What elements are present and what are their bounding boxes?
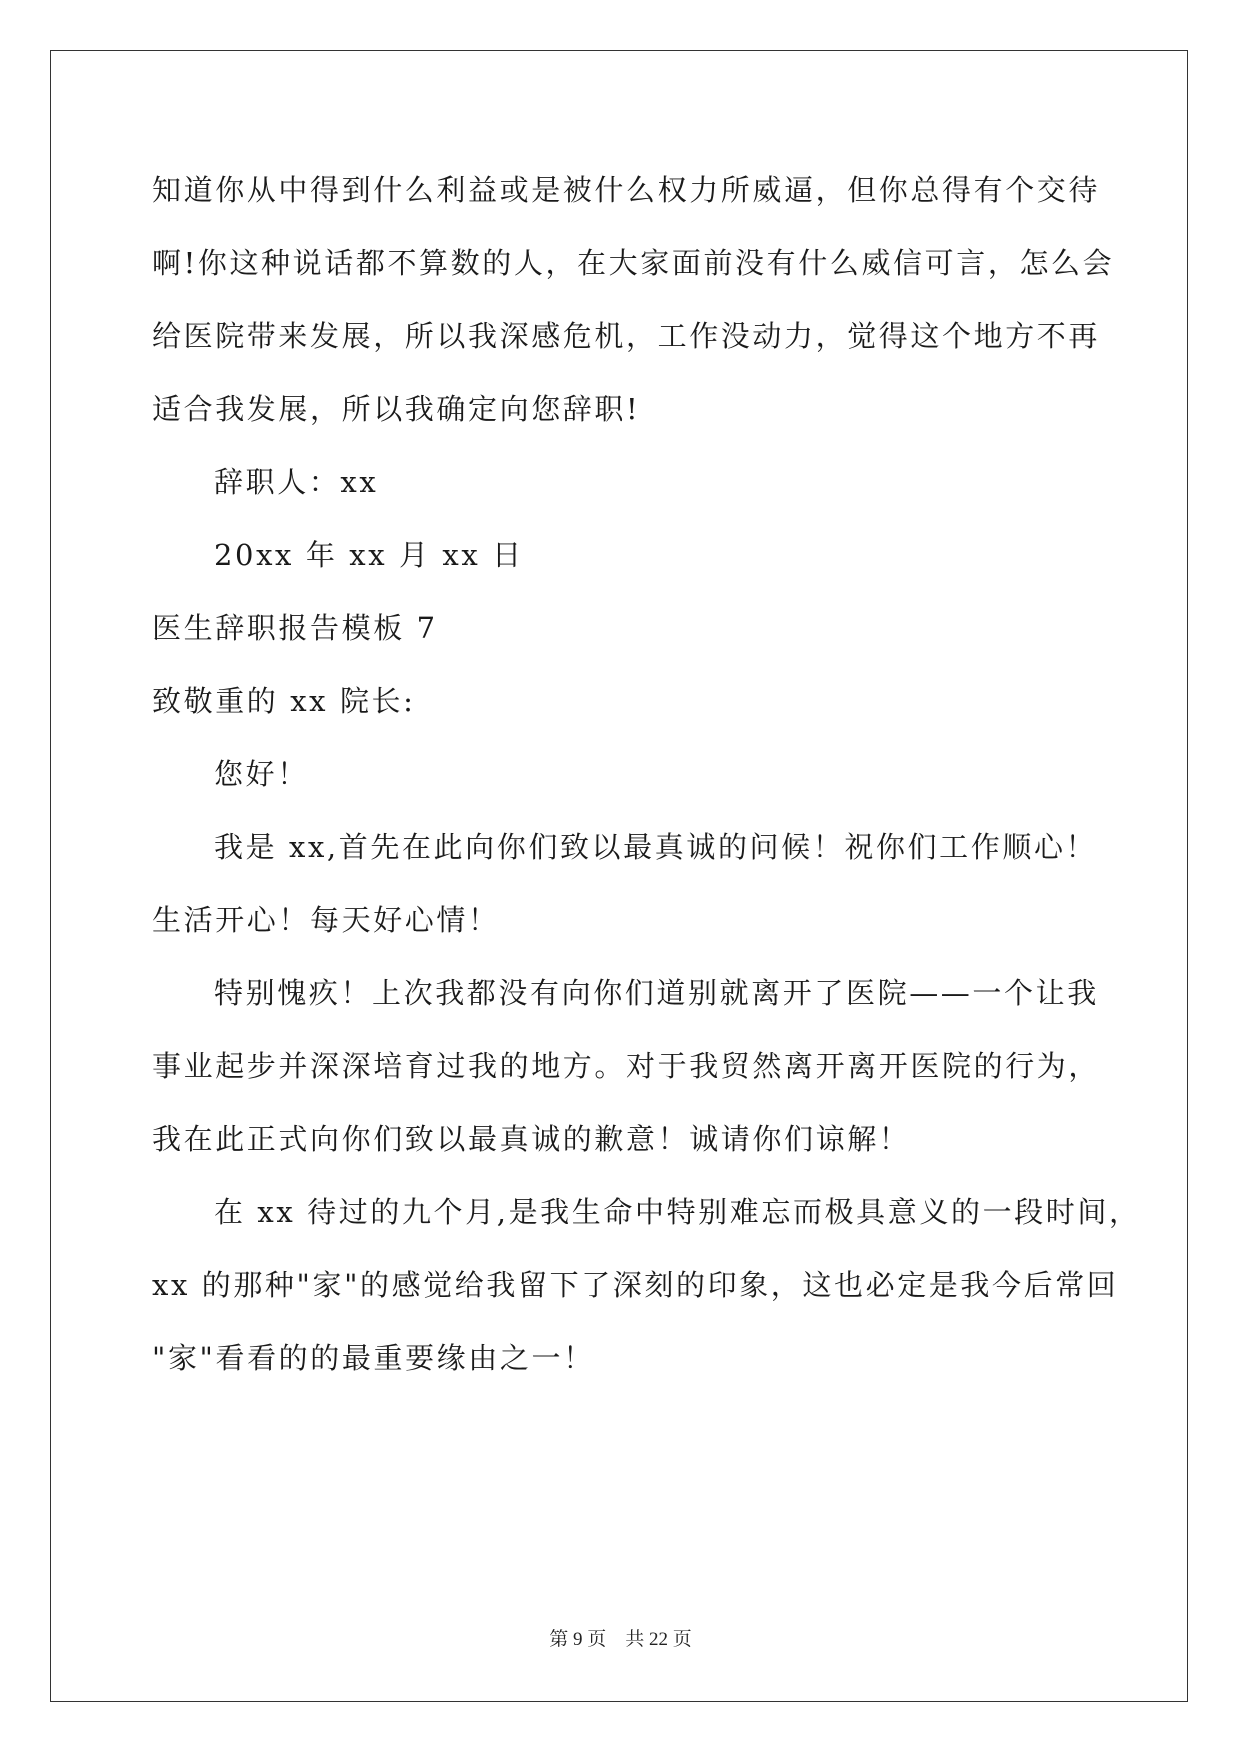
- body-text-line-5: 我是 xx,首先在此向你们致以最真诚的问候！祝你们工作顺心！: [214, 830, 1098, 864]
- body-text-line-8: 事业起步并深深培育过我的地方。对于我贸然离开离开医院的行为，: [152, 1049, 1101, 1083]
- greeting: 您好！: [214, 757, 309, 791]
- body-text-line-9: 我在此正式向你们致以最真诚的歉意！诚请你们谅解！: [152, 1122, 911, 1156]
- body-text-line-6: 生活开心！每天好心情！: [152, 903, 500, 937]
- body-text-line-3: 给医院带来发展，所以我深感危机，工作没动力，觉得这个地方不再: [152, 319, 1101, 353]
- salutation: 致敬重的 xx 院长:: [152, 684, 416, 718]
- page-number-footer: 第 9 页 共 22 页: [549, 1629, 692, 1650]
- date-line: 20xx 年 xx 月 xx 日: [214, 538, 524, 572]
- body-text-line-7: 特别愧疚！上次我都没有向你们道别就离开了医院——一个让我: [214, 976, 1099, 1010]
- body-text-line-10: 在 xx 待过的九个月,是我生命中特别难忘而极具意义的一段时间，: [214, 1195, 1141, 1229]
- page-border: [50, 50, 1188, 1702]
- body-text-line-1: 知道你从中得到什么利益或是被什么权力所威逼，但你总得有个交待: [152, 173, 1101, 207]
- body-text-line-11: xx 的那种"家"的感觉给我留下了深刻的印象，这也必定是我今后常回: [152, 1268, 1119, 1302]
- section-title: 医生辞职报告模板 7: [152, 611, 438, 645]
- body-text-line-4: 适合我发展，所以我确定向您辞职!: [152, 392, 641, 426]
- signature-line: 辞职人：xx: [214, 465, 379, 499]
- body-text-line-2: 啊!你这种说话都不算数的人，在大家面前没有什么威信可言，怎么会: [152, 246, 1115, 280]
- body-text-line-12: "家"看看的的最重要缘由之一！: [152, 1341, 595, 1375]
